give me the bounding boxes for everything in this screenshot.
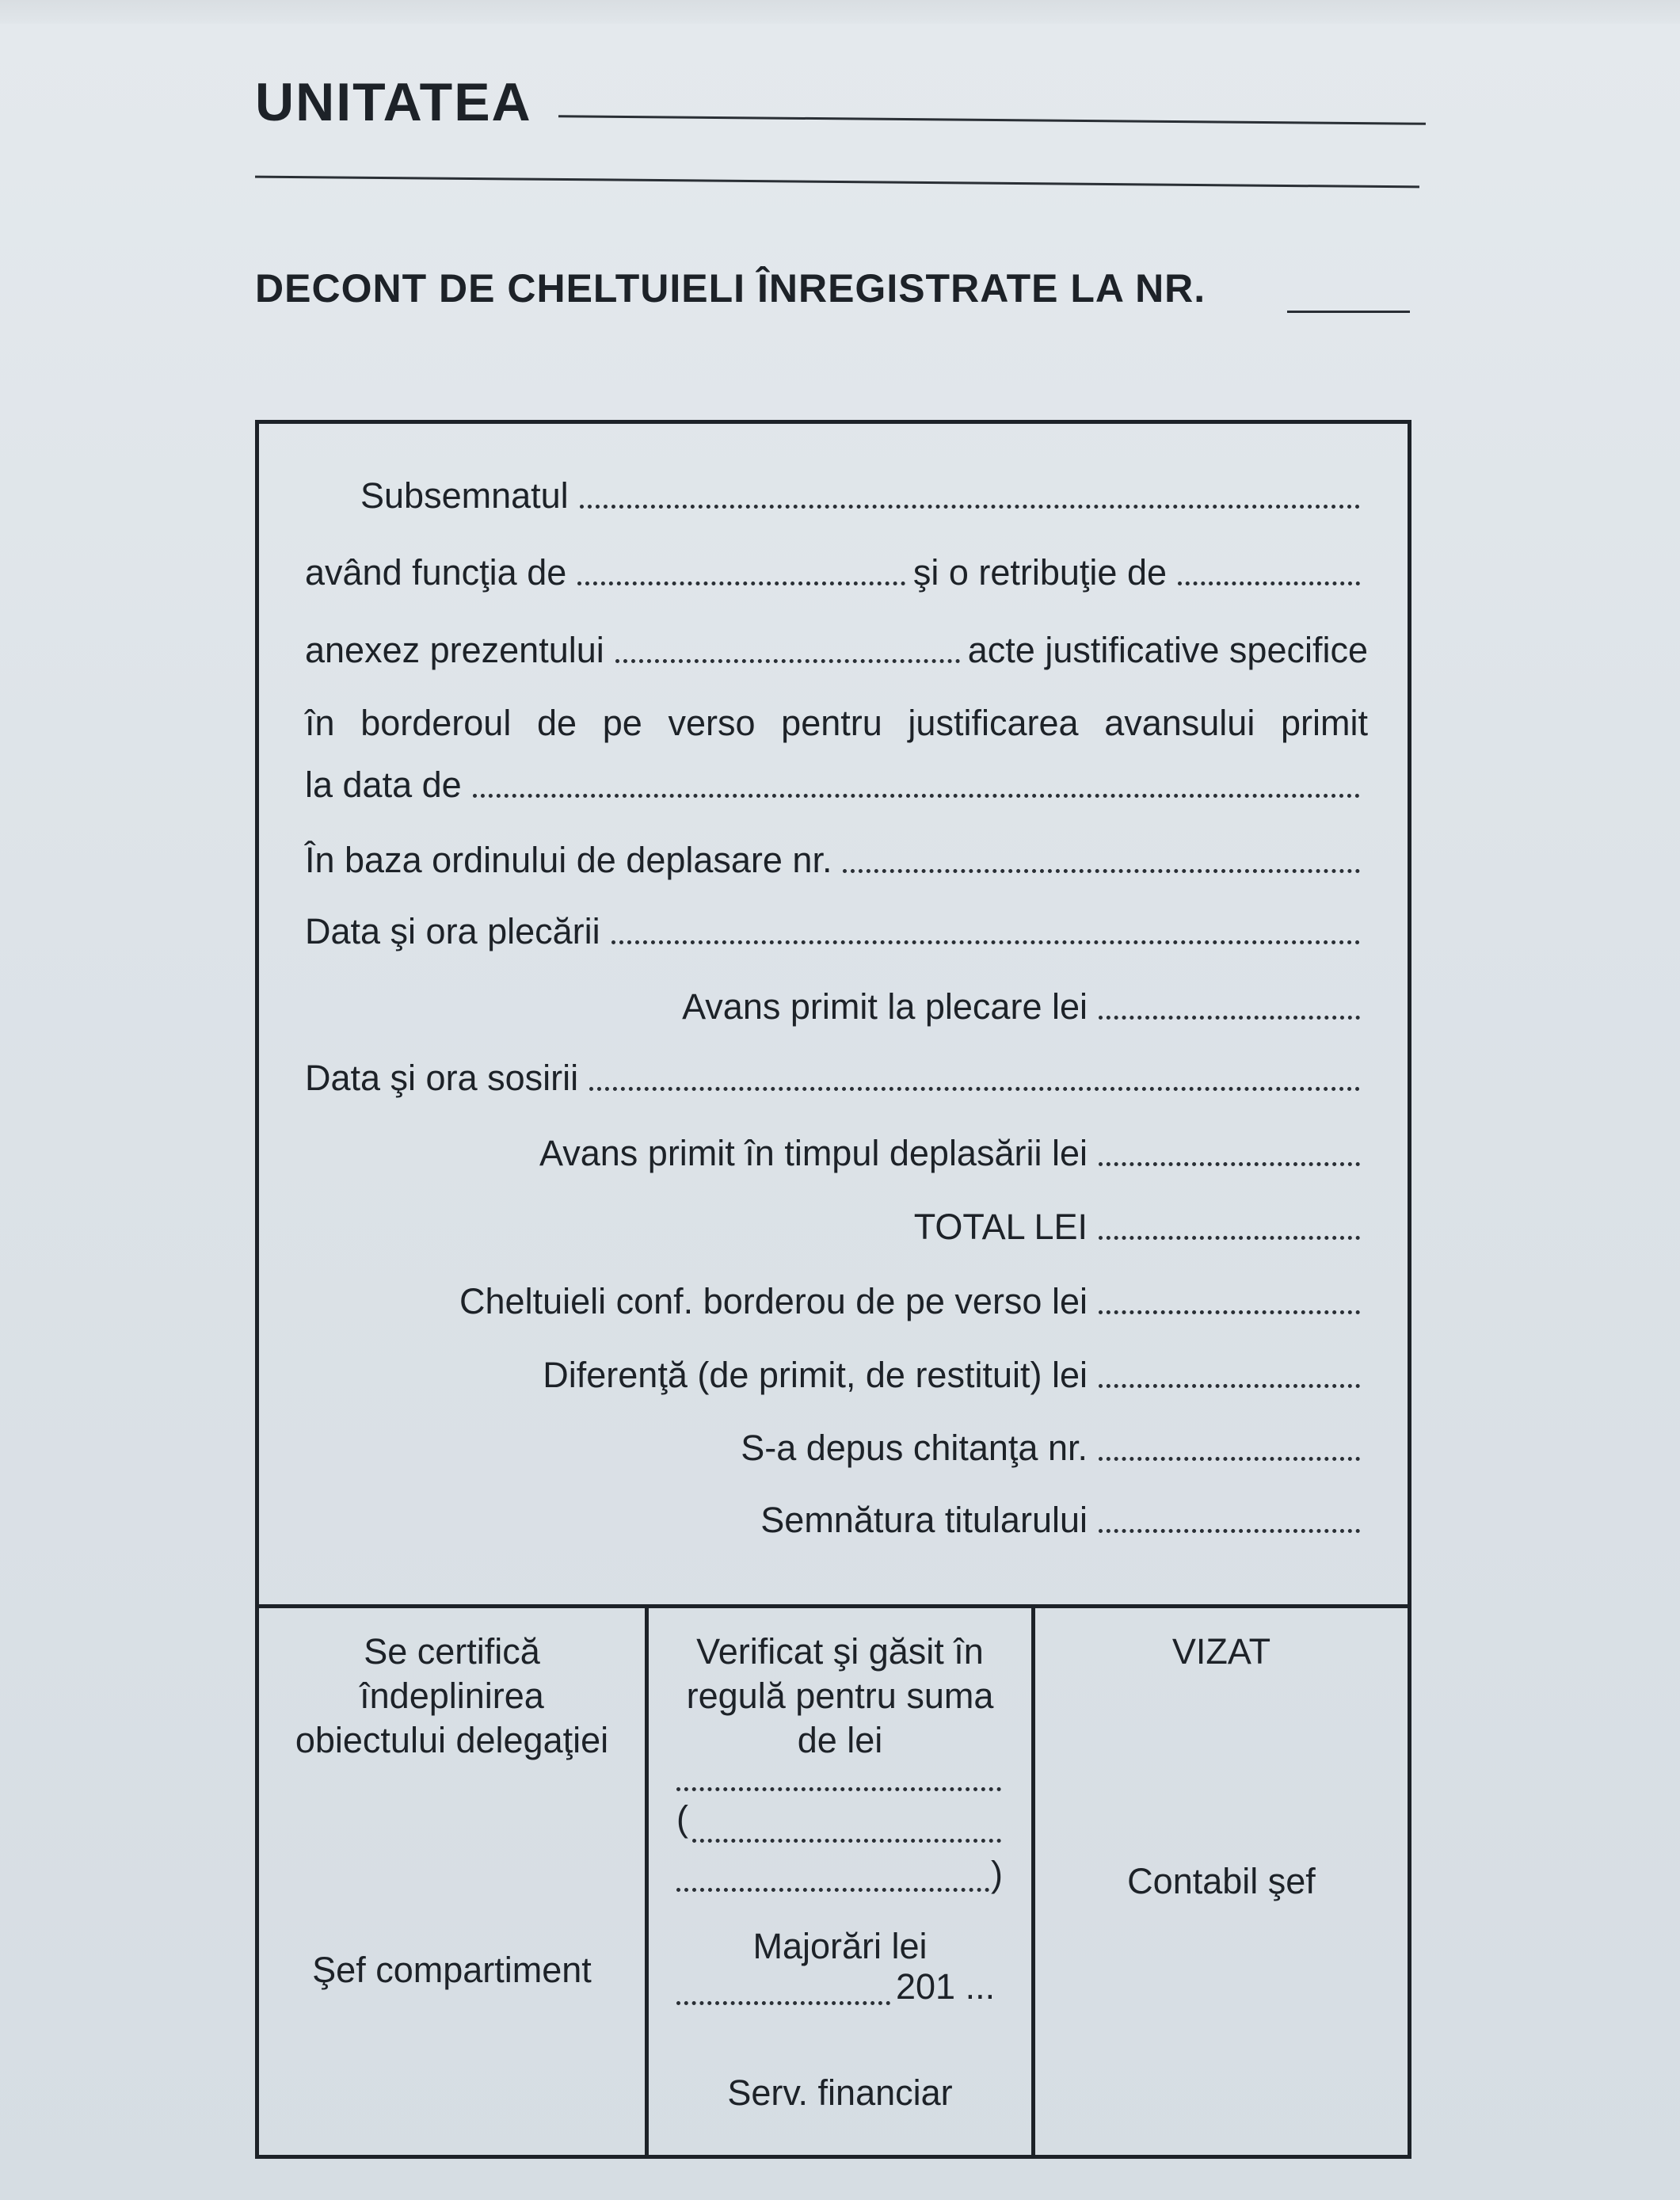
field-cheltuieli[interactable] — [1099, 1310, 1360, 1314]
field-plecare[interactable] — [611, 940, 1360, 944]
label-functia: având funcţia de — [305, 552, 567, 593]
row-subsemnatul — [305, 467, 1368, 517]
label-semnatura: Semnătura titularului — [760, 1500, 1088, 1540]
row-plecare — [305, 903, 1368, 952]
field-suma-litere-1[interactable] — [692, 1838, 1001, 1843]
col2-year: 201 ... — [896, 1966, 996, 2007]
register-number-line — [1287, 311, 1410, 313]
field-semnatura[interactable] — [1099, 1528, 1360, 1533]
unit-label: UNITATEA — [255, 72, 532, 132]
col3-role: Contabil şef — [1127, 1861, 1316, 1901]
col3-title: VIZAT — [1171, 1631, 1271, 1672]
label-data-de: la data de — [305, 764, 462, 805]
label-plecare: Data şi ora plecării — [305, 911, 600, 951]
field-suma-litere-2[interactable] — [676, 1887, 989, 1892]
paper-top-edge — [0, 0, 1680, 24]
label-avans-deplasare: Avans primit în timpul deplasării lei — [539, 1133, 1088, 1173]
col2-text-3: de lei — [797, 1720, 883, 1760]
column-sef-compartiment — [259, 1608, 649, 2155]
field-majorari[interactable] — [676, 2000, 890, 2005]
field-anexez[interactable] — [615, 658, 960, 663]
label-chitanta: S-a depus chitanţa nr. — [741, 1428, 1088, 1468]
paren-close: ) — [991, 1854, 1003, 1894]
field-subsemnatul[interactable] — [580, 504, 1360, 509]
label-retributie: şi o retribuţie de — [912, 552, 1167, 593]
col2-majorari: Majorări lei — [752, 1926, 928, 1966]
label-diferenta: Diferenţă (de primit, de restituit) lei — [543, 1355, 1088, 1395]
label-cheltuieli: Cheltuieli conf. borderou de pe verso lei — [459, 1281, 1088, 1321]
unit-name-line — [558, 115, 1426, 125]
row-ordin — [305, 832, 1368, 881]
unit-second-line — [255, 176, 1419, 189]
row-total — [305, 1199, 1368, 1248]
column-serv-financiar — [649, 1608, 1035, 2155]
field-chitanta[interactable] — [1099, 1456, 1360, 1461]
field-avans-deplasare[interactable] — [1099, 1161, 1360, 1166]
row-functia — [305, 544, 1368, 593]
row-diferenta — [305, 1347, 1368, 1396]
row-semnatura — [305, 1492, 1368, 1541]
document-title: DECONT DE CHELTUIELI ÎNREGISTRATE LA NR. — [255, 266, 1206, 311]
decont-form — [255, 420, 1411, 2159]
row-avans-plecare — [305, 978, 1368, 1028]
row-chitanta — [305, 1420, 1368, 1469]
col2-text-2: regulă pentru suma — [686, 1676, 994, 1716]
signature-section — [259, 1604, 1408, 2155]
row-anexez — [305, 622, 1368, 671]
label-subsemnatul: Subsemnatul — [360, 475, 569, 516]
field-retributie[interactable] — [1178, 581, 1360, 585]
col1-text-2: îndeplinirea — [360, 1676, 544, 1716]
col1-text-1: Se certifică — [364, 1631, 540, 1672]
col2-text-1: Verificat şi găsit în — [696, 1631, 984, 1672]
row-avans-deplasare — [305, 1125, 1368, 1174]
label-total: TOTAL LEI — [913, 1207, 1088, 1247]
label-acte: acte justificative specifice — [967, 630, 1368, 670]
row-data-de — [305, 757, 1368, 806]
field-diferenta[interactable] — [1099, 1383, 1360, 1388]
col1-role: Şef compartiment — [312, 1950, 592, 1990]
document-page — [0, 24, 1680, 2200]
label-avans-plecare: Avans primit la plecare lei — [682, 986, 1088, 1027]
field-avans-plecare[interactable] — [1099, 1015, 1360, 1020]
col2-role: Serv. financiar — [727, 2072, 953, 2113]
field-sosire[interactable] — [589, 1086, 1360, 1091]
field-functia[interactable] — [577, 581, 905, 585]
field-total[interactable] — [1099, 1235, 1360, 1240]
borderou-line: în borderoul de pe verso pentru justificarea avansului primit — [305, 703, 1368, 743]
column-contabil-sef — [1035, 1608, 1408, 2155]
field-data-de[interactable] — [473, 793, 1360, 798]
paren-open: ( — [676, 1798, 688, 1839]
field-suma-lei[interactable] — [676, 1786, 1001, 1791]
row-sosire — [305, 1050, 1368, 1099]
label-sosire: Data şi ora sosirii — [305, 1058, 579, 1098]
label-ordin: În baza ordinului de deplasare nr. — [305, 840, 832, 880]
label-anexez: anexez prezentului — [305, 630, 604, 670]
col1-text-3: obiectului delegaţiei — [295, 1720, 609, 1760]
field-ordin[interactable] — [843, 868, 1360, 873]
row-cheltuieli — [305, 1273, 1368, 1322]
